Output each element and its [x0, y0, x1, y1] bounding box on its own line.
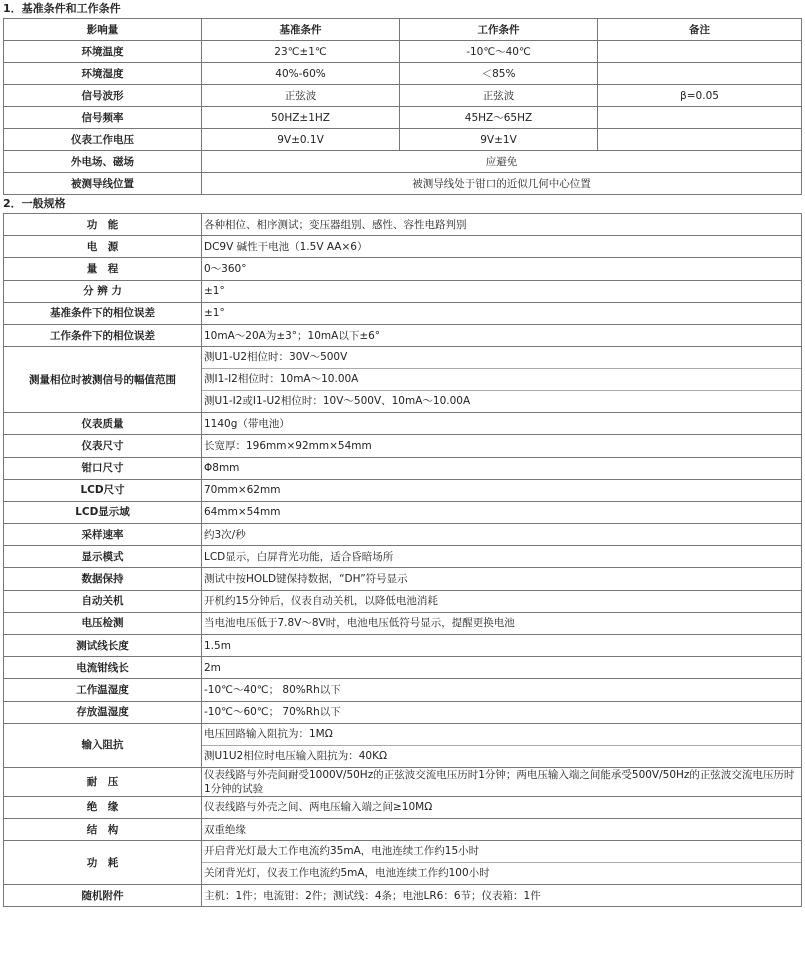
table-row — [4, 173, 802, 195]
spec-label: 测试线长度 — [4, 635, 202, 657]
spec-label: 输入阻抗 — [4, 723, 202, 767]
spec-label: 测量相位时被测信号的幅值范围 — [4, 347, 202, 413]
spec-row — [4, 818, 802, 840]
spec-label: 显示模式 — [4, 546, 202, 568]
header-row — [4, 19, 802, 41]
merged-cell: 被测导线处于钳口的近似几何中心位置 — [202, 173, 802, 195]
spec-value-line: 测U1-I2或I1-U2相位时：10V～500V、10mA～10.00A — [202, 390, 801, 412]
spec-row — [4, 435, 802, 457]
spec-row — [4, 679, 802, 701]
header-cell: 备注 — [598, 19, 802, 41]
spec-label: 电压检测 — [4, 612, 202, 634]
spec-row — [4, 635, 802, 657]
spec-label: 工作温湿度 — [4, 679, 202, 701]
spec-row — [4, 723, 802, 767]
spec-row — [4, 324, 802, 346]
spec-label: LCD显示域 — [4, 501, 202, 523]
spec-value: Φ8mm — [202, 457, 802, 479]
spec-row — [4, 546, 802, 568]
spec-label: 存放温湿度 — [4, 701, 202, 723]
spec-row — [4, 501, 802, 523]
spec-label: 仪表尺寸 — [4, 435, 202, 457]
header-cell: 工作条件 — [400, 19, 598, 41]
spec-label: 耐 压 — [4, 767, 202, 796]
spec-value: -10℃～60℃； 70%Rh以下 — [202, 701, 802, 723]
header-cell: 基准条件 — [202, 19, 400, 41]
spec-row — [4, 524, 802, 546]
spec-label: 功 能 — [4, 214, 202, 236]
spec-value: 当电池电压低于7.8V～8V时，电池电压低符号显示，提醒更换电池 — [202, 612, 802, 634]
spec-value: 2m — [202, 657, 802, 679]
row-label: 环境湿度 — [4, 63, 202, 85]
spec-label: LCD尺寸 — [4, 479, 202, 501]
cell: 正弦波 — [400, 85, 598, 107]
spec-row — [4, 796, 802, 818]
spec-value: 双重绝缘 — [202, 818, 802, 840]
spec-label: 工作条件下的相位误差 — [4, 324, 202, 346]
cell: 9V±0.1V — [202, 129, 400, 151]
cell — [598, 63, 802, 85]
spec-label: 自动关机 — [4, 590, 202, 612]
spec-row — [4, 841, 802, 885]
cell: 45HZ～65HZ — [400, 107, 598, 129]
spec-value: 各种相位、相序测试；变压器组别、感性、容性电路判别 — [202, 214, 802, 236]
spec-value — [202, 841, 802, 885]
spec-value: 长宽厚：196mm×92mm×54mm — [202, 435, 802, 457]
spec-value: ±1° — [202, 280, 802, 302]
spec-value-line: 测U1-U2相位时：30V～500V — [204, 351, 348, 364]
spec-value: 仪表线路与外壳间耐受1000V/50Hz的正弦波交流电压历时1分钟；两电压输入端之间能承受500V/50Hz的正弦波交流电压历时 1分钟的试验 — [202, 767, 802, 796]
table-row — [4, 107, 802, 129]
spec-label: 数据保持 — [4, 568, 202, 590]
spec-value: 64mm×54mm — [202, 501, 802, 523]
cell: β=0.05 — [598, 85, 802, 107]
table-row — [4, 63, 802, 85]
spec-row — [4, 767, 802, 796]
spec-label: 电 源 — [4, 236, 202, 258]
row-label: 被测导线位置 — [4, 173, 202, 195]
spec-value-line: 测I1-I2相位时：10mA～10.00A — [202, 368, 801, 390]
table-row — [4, 41, 802, 63]
cell: -10℃～40℃ — [400, 41, 598, 63]
spec-row — [4, 657, 802, 679]
spec-value: ±1° — [202, 302, 802, 324]
specs-table — [3, 213, 802, 907]
cell — [598, 129, 802, 151]
merged-cell: 应避免 — [202, 151, 802, 173]
spec-label: 采样速率 — [4, 524, 202, 546]
spec-row — [4, 347, 802, 413]
spec-value-line: 电压回路输入阻抗为：1MΩ — [204, 727, 333, 740]
table-row — [4, 85, 802, 107]
spec-value: 仪表线路与外壳之间、两电压输入端之间≥10MΩ — [202, 796, 802, 818]
spec-row — [4, 612, 802, 634]
row-label: 外电场、磁场 — [4, 151, 202, 173]
spec-label: 电流钳线长 — [4, 657, 202, 679]
spec-row — [4, 701, 802, 723]
cell: 9V±1V — [400, 129, 598, 151]
spec-value: 测试中按HOLD键保持数据，“DH”符号显示 — [202, 568, 802, 590]
spec-row — [4, 413, 802, 435]
cell: 50HZ±1HZ — [202, 107, 400, 129]
spec-value: 70mm×62mm — [202, 479, 802, 501]
spec-value: -10℃～40℃； 80%Rh以下 — [202, 679, 802, 701]
spec-row — [4, 214, 802, 236]
spec-value: 主机：1件；电流钳：2件；测试线：4条；电池LR6：6节；仪表箱：1件 — [202, 885, 802, 907]
table-row — [4, 129, 802, 151]
spec-label: 分 辨 力 — [4, 280, 202, 302]
table-row — [4, 151, 802, 173]
spec-label: 随机附件 — [4, 885, 202, 907]
cell — [598, 41, 802, 63]
spec-label: 功 耗 — [4, 841, 202, 885]
spec-value: LCD显示，白屏背光功能，适合昏暗场所 — [202, 546, 802, 568]
row-label: 信号频率 — [4, 107, 202, 129]
spec-value-line: 测U1U2相位时电压输入阻抗为：40KΩ — [202, 745, 801, 767]
conditions-table — [3, 18, 802, 195]
spec-value: 10mA～20A为±3°；10mA以下±6° — [202, 324, 802, 346]
spec-value: DC9V 碱性干电池（1.5V AA×6） — [202, 236, 802, 258]
spec-label: 量 程 — [4, 258, 202, 280]
section1-title: 1．基准条件和工作条件 — [3, 2, 121, 15]
spec-value: 0～360° — [202, 258, 802, 280]
cell: 23℃±1℃ — [202, 41, 400, 63]
spec-value: 1.5m — [202, 635, 802, 657]
spec-row — [4, 885, 802, 907]
spec-row — [4, 302, 802, 324]
cell — [598, 107, 802, 129]
spec-label: 基准条件下的相位误差 — [4, 302, 202, 324]
spec-label: 绝 缘 — [4, 796, 202, 818]
spec-value — [202, 723, 802, 767]
row-label: 信号波形 — [4, 85, 202, 107]
spec-value: 1140g（带电池） — [202, 413, 802, 435]
spec-value — [202, 347, 802, 413]
spec-row — [4, 236, 802, 258]
cell: ＜85% — [400, 63, 598, 85]
spec-label: 仪表质量 — [4, 413, 202, 435]
spec-row — [4, 568, 802, 590]
header-cell: 影响量 — [4, 19, 202, 41]
spec-value: 约3次/秒 — [202, 524, 802, 546]
cell: 40%-60% — [202, 63, 400, 85]
spec-row — [4, 280, 802, 302]
spec-label: 结 构 — [4, 818, 202, 840]
spec-row — [4, 258, 802, 280]
section2-title: 2．一般规格 — [3, 197, 66, 210]
spec-label: 钳口尺寸 — [4, 457, 202, 479]
spec-value: 开机约15分钟后，仪表自动关机，以降低电池消耗 — [202, 590, 802, 612]
cell: 正弦波 — [202, 85, 400, 107]
spec-row — [4, 590, 802, 612]
spec-value-line: 开启背光灯最大工作电流约35mA，电池连续工作约15小时 — [204, 845, 480, 858]
spec-row — [4, 479, 802, 501]
spec-value-line: 关闭背光灯，仪表工作电流约5mA，电池连续工作约100小时 — [202, 862, 801, 884]
row-label: 仪表工作电压 — [4, 129, 202, 151]
row-label: 环境温度 — [4, 41, 202, 63]
spec-row — [4, 457, 802, 479]
